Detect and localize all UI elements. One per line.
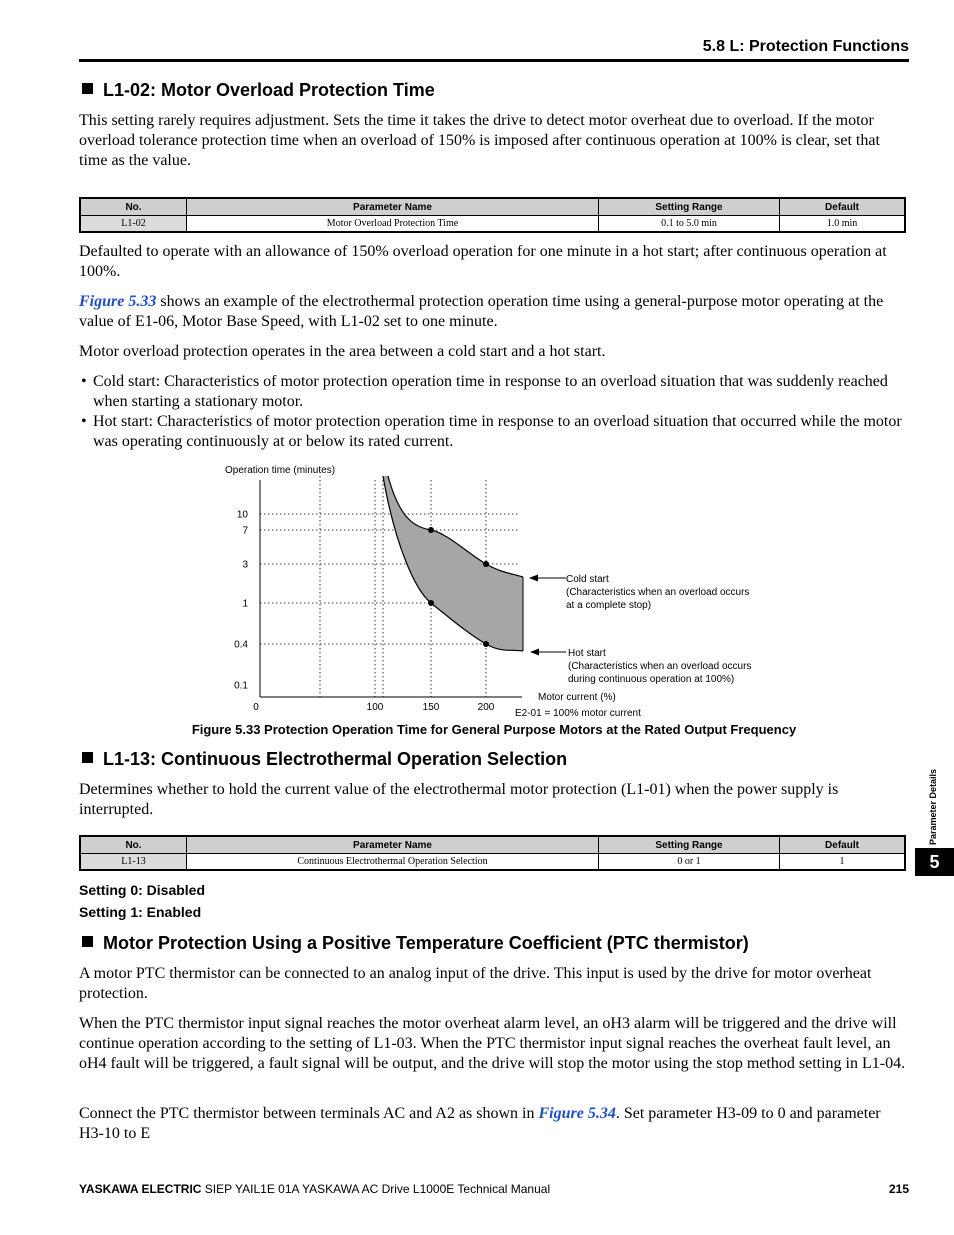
col-no: No. bbox=[80, 836, 187, 854]
cell-setting-range: 0 or 1 bbox=[599, 854, 780, 871]
chapter-tab[interactable]: 5 bbox=[915, 848, 954, 876]
area-text: Motor overload protection operates in the area between a cold start and a hot start. bbox=[79, 343, 606, 360]
hot-start-desc-1: (Characteristics when an overload occurs bbox=[568, 661, 752, 672]
bullet-cold-start: • Cold start: Characteristics of motor protection operation time in response to an overload situation that was suddenly reached when starting a stationary motor. bbox=[79, 372, 909, 412]
ptc-paragraph-2 bbox=[79, 1014, 909, 1074]
y-tick-labels bbox=[234, 510, 248, 692]
chart-x-note: E2-01 = 100% motor current bbox=[515, 708, 641, 719]
cell-default: 1.0 min bbox=[780, 216, 906, 233]
ptc-paragraph-3 bbox=[79, 1104, 909, 1144]
square-bullet-icon bbox=[82, 752, 93, 763]
cell-no: L1-02 bbox=[80, 216, 187, 233]
y-tick-label: 7 bbox=[242, 525, 248, 537]
y-tick-label: 0.1 bbox=[234, 680, 248, 692]
col-parameter-name: Parameter Name bbox=[187, 836, 599, 854]
chart-xlabel: Motor current (%) bbox=[538, 692, 616, 703]
x-tick-label: 150 bbox=[422, 702, 440, 713]
table-row bbox=[80, 854, 905, 871]
ptc-p3-post: . Set parameter H3-09 to 0 and parameter H3-10 to E bbox=[79, 1105, 881, 1142]
side-section-label: Parameter Details bbox=[928, 768, 938, 845]
cold-start-desc-2: at a complete stop) bbox=[566, 600, 652, 611]
figure-caption: Figure 5.33 Protection Operation Time for General Purpose Motors at the Rated Output Frequency bbox=[191, 722, 797, 737]
cell-parameter-name: Motor Overload Protection Time bbox=[187, 216, 599, 233]
y-tick-label: 3 bbox=[242, 559, 248, 571]
chart-ylabel: Operation time (minutes) bbox=[225, 465, 336, 476]
footer bbox=[79, 1182, 550, 1196]
ptc-p1-text: A motor PTC thermistor can be connected to an analog input of the drive. This input is used by the drive for motor overheat protection. bbox=[79, 965, 872, 1002]
page-number: 215 bbox=[888, 1182, 909, 1196]
col-setting-range: Setting Range bbox=[599, 836, 780, 854]
hot-start-label: Hot start bbox=[568, 648, 606, 659]
bullet-hot-start: • Hot start: Characteristics of motor protection operation time in response to an overload situation that occurred while the motor was operating continuously at or below its rated current. bbox=[79, 412, 909, 452]
x-tick-labels bbox=[253, 702, 495, 713]
y-tick-label: 0.4 bbox=[234, 639, 248, 651]
heading-ptc bbox=[82, 933, 749, 954]
cold-start-desc-1: (Characteristics when an overload occurs bbox=[566, 587, 750, 598]
col-default: Default bbox=[780, 836, 906, 854]
col-setting-range: Setting Range bbox=[599, 198, 780, 216]
l1-13-intro bbox=[79, 780, 909, 820]
x-tick-label: 0 bbox=[253, 702, 259, 713]
y-tick-label: 10 bbox=[236, 509, 248, 521]
figure-ref-rest: shows an example of the electrothermal protection operation time using a general-purpose motor operating at the value of E1-06, Motor Base Speed, with L1-02 set to one minute. bbox=[79, 293, 884, 330]
footer-doc: SIEP YAIL1E 01A YASKAWA AC Drive L1000E Technical Manual bbox=[201, 1182, 551, 1196]
data-point bbox=[483, 641, 489, 647]
setting-0: Setting 0: Disabled bbox=[79, 882, 206, 898]
setting-1: Setting 1: Enabled bbox=[79, 904, 202, 920]
footer-brand: YASKAWA ELECTRIC bbox=[79, 1182, 202, 1196]
y-tick-label: 1 bbox=[242, 598, 248, 610]
ptc-p2-text: When the PTC thermistor input signal reaches the motor overheat alarm level, an oH3 alarm will be triggered and the drive will continue operation according to the setting of L1-03. When the PTC thermistor input signal reaches the overheat fault level, an oH4 fault will be triggered, a fault signal will be output, and the drive will stop the motor using the stop method setting in L1-04. bbox=[79, 1015, 906, 1072]
hot-start-arrowhead-icon bbox=[530, 649, 539, 656]
hot-start-desc-2: during continuous operation at 100%) bbox=[568, 674, 735, 685]
data-point bbox=[428, 527, 434, 533]
defaulted-text: Defaulted to operate with an allowance of 150% overload operation for one minute in a hot start; after continuous operation at 100%. bbox=[79, 243, 887, 280]
cell-setting-range: 0.1 to 5.0 min bbox=[599, 216, 780, 233]
col-no: No. bbox=[80, 198, 187, 216]
heading-l1-13 bbox=[82, 749, 567, 770]
x-tick-label: 100 bbox=[366, 702, 384, 713]
x-tick-label: 200 bbox=[477, 702, 495, 713]
cell-default: 1 bbox=[780, 854, 906, 871]
cold-start-arrowhead-icon bbox=[529, 575, 538, 582]
l1-02-intro-text: This setting rarely requires adjustment. Sets the time it takes the drive to detect motor overheat due to overload. If the motor overload tolerance protection time when an overload of 150% is imposed after continuous operation at 100% is clear, set that time as the value. bbox=[79, 112, 880, 169]
figure-5-33-link[interactable]: Figure 5.33 bbox=[79, 293, 157, 310]
ptc-p3-text bbox=[79, 1104, 909, 1144]
col-parameter-name: Parameter Name bbox=[187, 198, 599, 216]
col-default: Default bbox=[780, 198, 906, 216]
heading-l1-13-text: L1-13: Continuous Electrothermal Operation Selection bbox=[103, 749, 568, 769]
heading-l1-02-text: L1-02: Motor Overload Protection Time bbox=[103, 80, 435, 100]
cold-start-label: Cold start bbox=[566, 574, 609, 585]
figure-5-34-link[interactable]: Figure 5.34 bbox=[538, 1105, 616, 1122]
heading-ptc-text: Motor Protection Using a Positive Temperature Coefficient (PTC thermistor) bbox=[103, 933, 749, 953]
l1-13-intro-text: Determines whether to hold the current value of the electrothermal motor protection (L1-01) when the power supply is interrupted. bbox=[79, 781, 839, 818]
ptc-p3-pre: Connect the PTC thermistor between terminals AC and A2 as shown in bbox=[79, 1105, 539, 1122]
data-point bbox=[428, 600, 434, 606]
square-bullet-icon bbox=[82, 936, 93, 947]
data-point bbox=[483, 561, 489, 567]
cell-parameter-name: Continuous Electrothermal Operation Selection bbox=[187, 854, 599, 871]
section-header: 5.8 L: Protection Functions bbox=[702, 38, 909, 55]
protection-area bbox=[383, 476, 523, 651]
param-table-l1-13 bbox=[79, 835, 906, 871]
ptc-paragraph-1 bbox=[79, 964, 909, 1004]
cell-no: L1-13 bbox=[80, 854, 187, 871]
